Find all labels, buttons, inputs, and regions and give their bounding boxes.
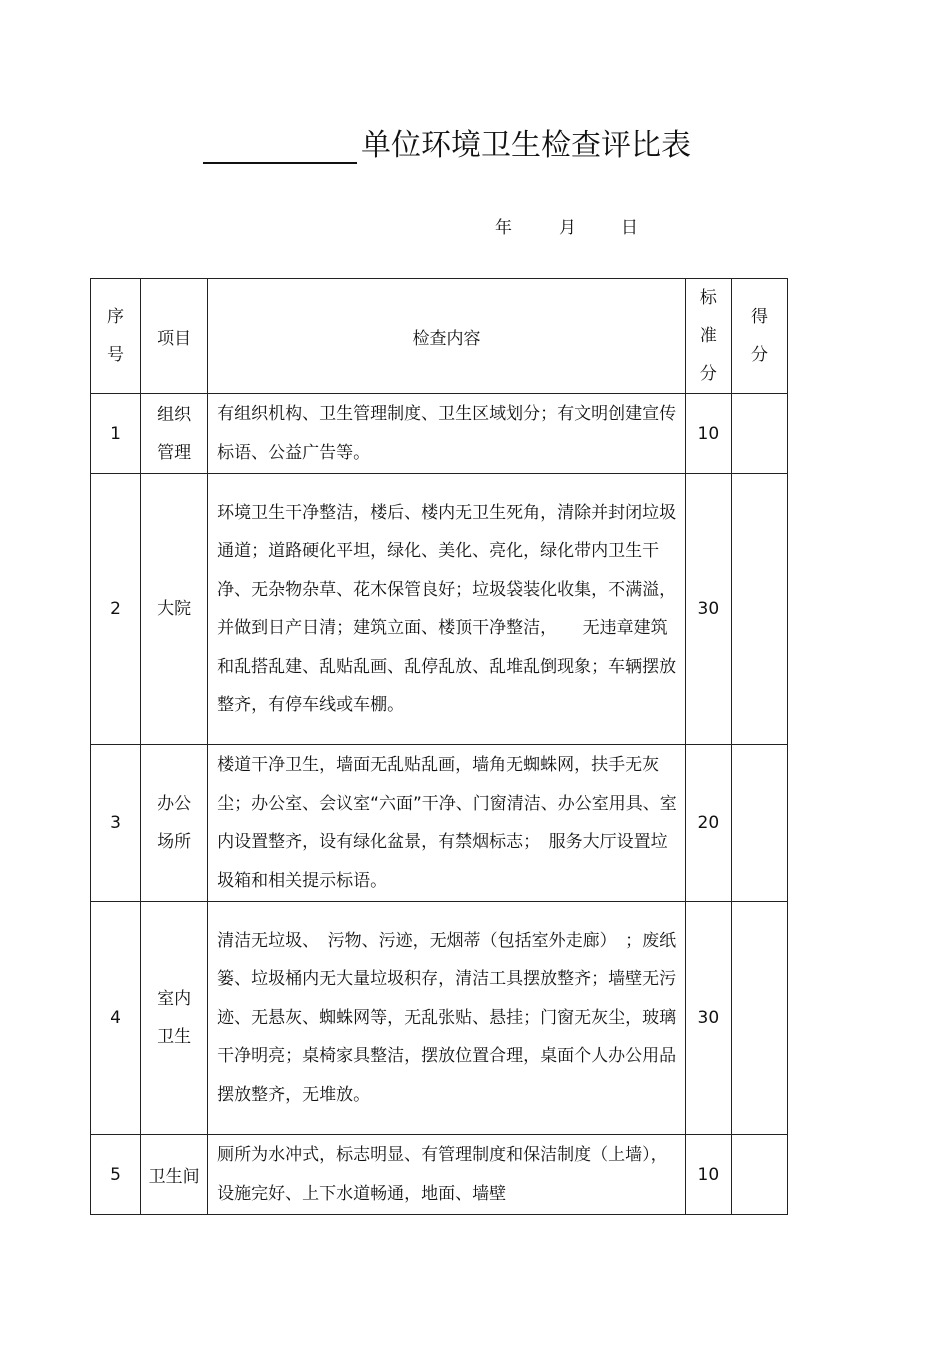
row-standard-text: 10 (697, 423, 720, 444)
header-score-text: 得分 (750, 307, 768, 365)
row-item-text: 组织管理 (157, 404, 192, 463)
row-item (141, 1135, 208, 1215)
row-item-text: 卫生间 (148, 1167, 200, 1187)
row-standard (685, 745, 731, 902)
row-seq-text: 5 (110, 1164, 121, 1185)
row-item-text: 办公场所 (157, 794, 192, 852)
row-content-text: 楼道干净卫生，墙面无乱贴乱画，墙角无蜘蛛网，扶手无灰尘；办公室、会议室“六面”干净、门窗清洁、办公室用具、室内设置整齐，设有绿化盆景，有禁烟标志； 服务大厅设置垃圾箱和相关提示标语。 (217, 755, 677, 891)
page-title: 单位环境卫生检查评比表 (361, 128, 691, 163)
row-seq (91, 394, 141, 474)
header-standard-text: 标准分 (699, 288, 717, 384)
row-standard (685, 394, 731, 474)
row-standard-text: 10 (697, 1164, 720, 1185)
header-content (208, 279, 686, 394)
row-standard (685, 474, 731, 745)
row-content (208, 745, 686, 902)
header-seq-text: 序号 (107, 307, 125, 365)
row-standard-text: 20 (697, 813, 720, 833)
row-content-text: 厕所为水冲式，标志明显、有管理制度和保洁制度（上墙），设施完好、上下水道畅通，地面、墙壁 (217, 1145, 668, 1204)
table-row (91, 394, 788, 474)
row-content (208, 394, 686, 474)
inspection-table (90, 278, 788, 1215)
header-seq (91, 279, 141, 394)
header-score (731, 279, 787, 394)
row-standard-text: 30 (697, 599, 720, 619)
row-seq-text: 3 (110, 813, 121, 833)
row-item (141, 902, 208, 1135)
row-content-text: 有组织机构、卫生管理制度、卫生区域划分；有文明创建宣传标语、公益广告等。 (217, 404, 677, 463)
header-item (141, 279, 208, 394)
unit-name-blank[interactable] (203, 162, 357, 164)
row-seq (91, 1135, 141, 1215)
row-item-text: 大院 (157, 599, 192, 619)
row-seq (91, 474, 141, 745)
header-content-text: 检查内容 (412, 328, 481, 349)
row-content-text: 清洁无垃圾、 污物、污迹，无烟蒂（包括室外走廊） ；废纸篓、垃圾桶内无大量垃圾积存，清洁工具摆放整齐；墙壁无污迹、无悬灰、蜘蛛网等，无乱张贴、悬挂；门窗无灰尘，玻璃干净明亮；桌椅家具整洁，摆放位置合理，桌面个人办公用品摆放整齐，无堆放。 (217, 930, 677, 1105)
row-content (208, 902, 686, 1135)
header-standard (685, 279, 731, 394)
row-standard (685, 902, 731, 1135)
table-header-row (91, 279, 788, 394)
table-row (91, 745, 788, 902)
row-seq-text: 1 (110, 423, 121, 444)
row-standard (685, 1135, 731, 1215)
row-item (141, 394, 208, 474)
row-seq-text: 2 (110, 599, 121, 619)
row-score-cell[interactable] (731, 745, 787, 902)
row-item (141, 474, 208, 745)
row-content-text: 环境卫生干净整洁，楼后、楼内无卫生死角，清除并封闭垃圾通道；道路硬化平坦，绿化、美化、亮化，绿化带内卫生干净、无杂物杂草、花木保管良好；垃圾袋装化收集，不满溢，并做到日产日清；建筑立面、楼顶干净整洁， 无违章建筑和乱搭乱建、乱贴乱画、乱停乱放、乱堆乱倒现象；车辆摆放整齐，有停车线或车棚。 (217, 502, 677, 715)
row-score-cell[interactable] (731, 1135, 787, 1215)
row-content (208, 1135, 686, 1215)
row-standard-text: 30 (697, 1008, 720, 1028)
row-content (208, 474, 686, 745)
row-item (141, 745, 208, 902)
date-year-label: 年 (495, 218, 512, 238)
title-row (0, 126, 950, 170)
table-row (91, 902, 788, 1135)
header-item-text: 项目 (157, 328, 192, 349)
row-seq (91, 745, 141, 902)
date-month-label: 月 (559, 218, 576, 238)
date-line (0, 214, 950, 242)
row-item-text: 室内卫生 (157, 989, 192, 1047)
table-row (91, 1135, 788, 1215)
date-day-label: 日 (621, 218, 638, 238)
table-row (91, 474, 788, 745)
row-score-cell[interactable] (731, 902, 787, 1135)
row-score-cell[interactable] (731, 394, 787, 474)
row-seq-text: 4 (110, 1008, 121, 1028)
row-seq (91, 902, 141, 1135)
row-score-cell[interactable] (731, 474, 787, 745)
